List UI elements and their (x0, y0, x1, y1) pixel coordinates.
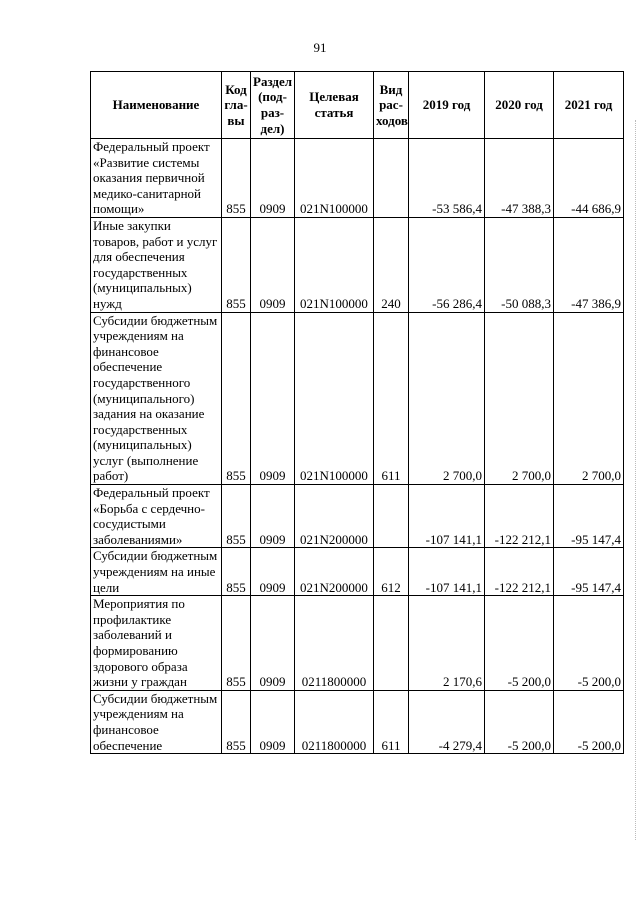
cell-2020: -122 212,1 (485, 548, 554, 596)
cell-2020: -5 200,0 (485, 596, 554, 691)
cell-name: Субсидии бюджетным учреждениям на финансовое обеспечение государственного (муниципального) задания на оказание государственных (муниципальных) услуг (выполнение работ) (91, 312, 222, 485)
cell-razdel: 0909 (251, 139, 295, 218)
cell-name: Субсидии бюджетным учреждениям на финансовое обеспечение (91, 690, 222, 753)
cell-2020: -5 200,0 (485, 690, 554, 753)
table-row (91, 217, 624, 312)
cell-razdel: 0909 (251, 690, 295, 753)
cell-2020: -122 212,1 (485, 485, 554, 548)
cell-razdel: 0909 (251, 596, 295, 691)
cell-2021: -47 386,9 (554, 217, 624, 312)
cell-kod: 855 (222, 596, 251, 691)
cell-tselevaya: 0211800000 (295, 596, 374, 691)
table-row (91, 596, 624, 691)
cell-kod: 855 (222, 312, 251, 485)
cell-kod: 855 (222, 548, 251, 596)
cell-2020: 2 700,0 (485, 312, 554, 485)
cell-kod: 855 (222, 139, 251, 218)
cell-tselevaya: 0211800000 (295, 690, 374, 753)
cell-name: Иные закупки товаров, работ и услуг для обеспечения государственных (муниципальных) нужд (91, 217, 222, 312)
cell-2019: -107 141,1 (409, 548, 485, 596)
header-2021: 2021 год (554, 72, 624, 139)
header-vid: Вид рас-ходов (374, 72, 409, 139)
cell-tselevaya: 021N200000 (295, 485, 374, 548)
cell-name: Федеральный проект «Борьба с сердечно-сосудистыми заболеваниями» (91, 485, 222, 548)
page-number: 91 (313, 40, 327, 55)
cell-razdel: 0909 (251, 548, 295, 596)
cell-kod: 855 (222, 217, 251, 312)
header-razdel: Раздел (под-раз-дел) (251, 72, 295, 139)
cell-tselevaya: 021N100000 (295, 217, 374, 312)
cell-razdel: 0909 (251, 217, 295, 312)
table-row (91, 548, 624, 596)
cell-2021: -95 147,4 (554, 548, 624, 596)
cell-2019: 2 700,0 (409, 312, 485, 485)
cell-kod: 855 (222, 485, 251, 548)
cell-kod: 855 (222, 690, 251, 753)
cell-tselevaya: 021N100000 (295, 312, 374, 485)
table-row (91, 690, 624, 753)
cell-2021: 2 700,0 (554, 312, 624, 485)
header-row (91, 72, 624, 139)
table-row (91, 312, 624, 485)
header-tselevaya: Целевая статья (295, 72, 374, 139)
cell-2021: -5 200,0 (554, 690, 624, 753)
cell-razdel: 0909 (251, 485, 295, 548)
cell-name: Субсидии бюджетным учреждениям на иные цели (91, 548, 222, 596)
table-body (91, 139, 624, 754)
cell-2019: -53 586,4 (409, 139, 485, 218)
cell-2019: -107 141,1 (409, 485, 485, 548)
table-row (91, 485, 624, 548)
cell-2021: -44 686,9 (554, 139, 624, 218)
cell-vid (374, 596, 409, 691)
cell-2021: -5 200,0 (554, 596, 624, 691)
cell-vid (374, 139, 409, 218)
table-row (91, 139, 624, 218)
cell-2019: 2 170,6 (409, 596, 485, 691)
header-2020: 2020 год (485, 72, 554, 139)
cell-tselevaya: 021N200000 (295, 548, 374, 596)
cell-2020: -47 388,3 (485, 139, 554, 218)
cell-name: Федеральный проект «Развитие системы оказания первичной медико-санитарной помощи» (91, 139, 222, 218)
cell-vid: 611 (374, 690, 409, 753)
cell-vid: 240 (374, 217, 409, 312)
header-kod: Код гла-вы (222, 72, 251, 139)
budget-table (90, 71, 624, 754)
cell-razdel: 0909 (251, 312, 295, 485)
cell-tselevaya: 021N100000 (295, 139, 374, 218)
cell-2021: -95 147,4 (554, 485, 624, 548)
cell-2019: -4 279,4 (409, 690, 485, 753)
cell-2020: -50 088,3 (485, 217, 554, 312)
cell-name: Мероприятия по профилактике заболеваний и формированию здорового образа жизни у граждан (91, 596, 222, 691)
header-name: Наименование (91, 72, 222, 139)
header-2019: 2019 год (409, 72, 485, 139)
scan-edge-mark (634, 120, 636, 840)
cell-vid: 612 (374, 548, 409, 596)
cell-2019: -56 286,4 (409, 217, 485, 312)
cell-vid (374, 485, 409, 548)
cell-vid: 611 (374, 312, 409, 485)
